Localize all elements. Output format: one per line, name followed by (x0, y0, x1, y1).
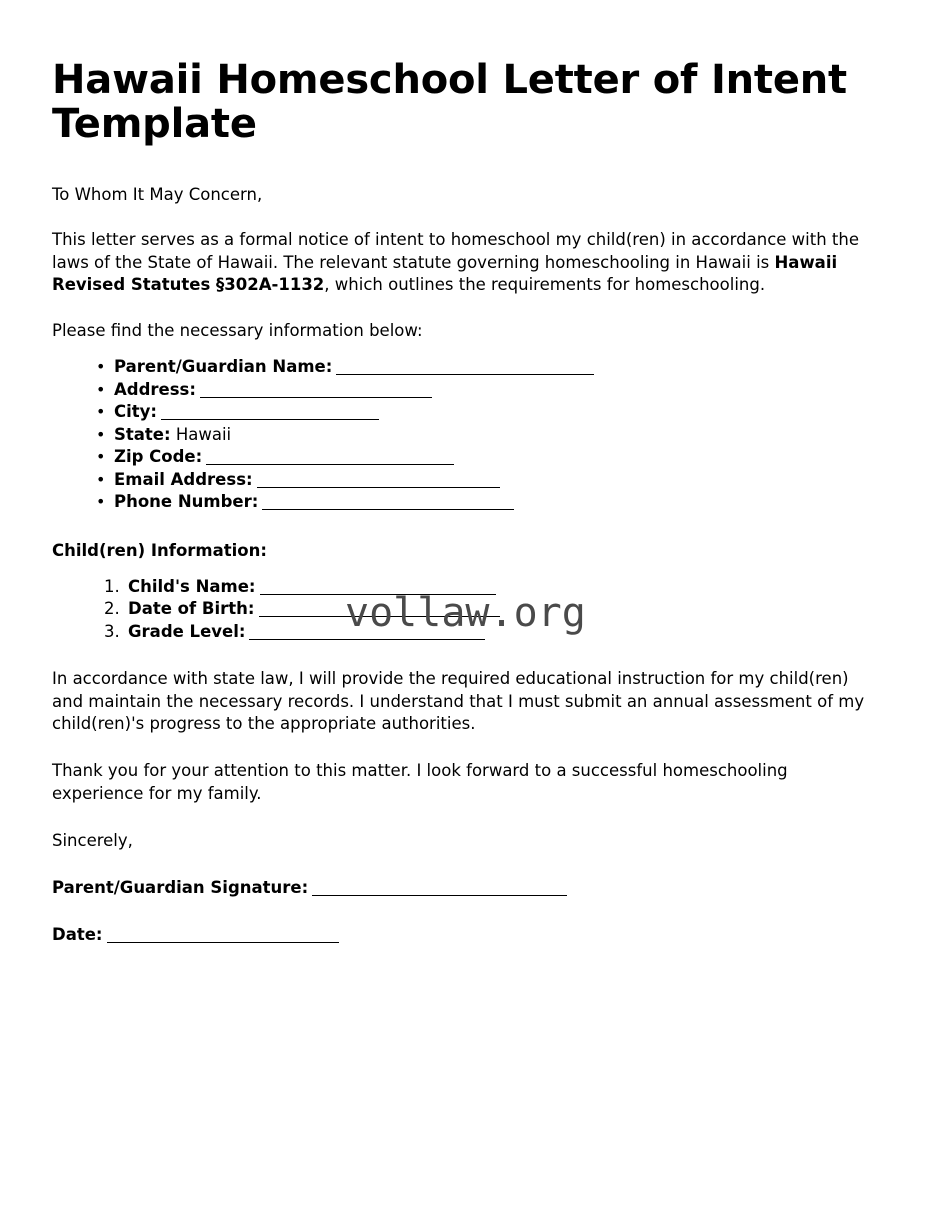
find-information-text: Please find the necessary information below: (52, 321, 423, 341)
signature-blank[interactable] (312, 882, 567, 896)
list-item (104, 576, 882, 599)
date-line (52, 924, 882, 946)
child-name-label: Child's Name: (128, 576, 256, 596)
list-item (104, 598, 882, 621)
child-name-blank[interactable] (260, 581, 496, 595)
date-of-birth-label: Date of Birth: (128, 599, 255, 619)
address-label: Address: (114, 379, 196, 399)
email-address-blank[interactable] (257, 474, 500, 488)
list-item (96, 379, 882, 402)
zip-code-label: Zip Code: (114, 447, 203, 467)
site-watermark: vollaw.org (345, 590, 586, 636)
list-item (96, 491, 882, 514)
list-item (96, 356, 882, 379)
phone-number-blank[interactable] (262, 496, 514, 510)
grade-level-blank[interactable] (249, 626, 485, 640)
list-item (104, 621, 882, 644)
date-blank[interactable] (107, 929, 339, 943)
closing-text: Sincerely, (52, 830, 133, 850)
city-blank[interactable] (161, 406, 379, 420)
page-title: Hawaii Homeschool Letter of Intent Template (52, 57, 847, 147)
intro-paragraph (52, 229, 882, 296)
accordance-paragraph: In accordance with state law, I will provide the required educational instruction for my child(ren) and maintain the necessary records. I understand that I must submit an annual assessment of my child(ren)'s progress to the appropriate authorities. (52, 669, 865, 734)
statute-reference: Hawaii Revised Statutes §302A-1132 (52, 252, 838, 294)
parent-information-list (52, 356, 882, 514)
parent-name-blank[interactable] (336, 361, 594, 375)
address-blank[interactable] (200, 384, 432, 398)
signature-line (52, 877, 882, 899)
email-address-label: Email Address: (114, 469, 253, 489)
list-item (96, 469, 882, 492)
grade-level-label: Grade Level: (128, 621, 246, 641)
state-label: State: (114, 424, 171, 444)
date-of-birth-blank[interactable] (259, 603, 500, 617)
list-item (96, 424, 882, 447)
zip-code-blank[interactable] (206, 451, 454, 465)
intro-text-part1: This letter serves as a formal notice of intent to homeschool my child(ren) in accordance with the laws of the State of Hawaii. The relevant statute governing homeschooling in Hawaii is (52, 230, 859, 272)
thanks-paragraph: Thank you for your attention to this matter. I look forward to a successful homeschooling experience for my family. (52, 761, 788, 803)
list-item (96, 401, 882, 424)
signature-label: Parent/Guardian Signature: (52, 878, 309, 898)
child-information-list (52, 576, 882, 644)
document-content (52, 0, 882, 946)
child-information-heading: Child(ren) Information: (52, 540, 267, 560)
date-label: Date: (52, 925, 103, 945)
parent-name-label: Parent/Guardian Name: (114, 357, 333, 377)
state-value: Hawaii (175, 424, 232, 444)
list-item (96, 446, 882, 469)
salutation-text: To Whom It May Concern, (52, 185, 263, 204)
phone-number-label: Phone Number: (114, 492, 259, 512)
intro-text-part2: , which outlines the requirements for homeschooling. (324, 274, 766, 294)
city-label: City: (114, 402, 158, 422)
